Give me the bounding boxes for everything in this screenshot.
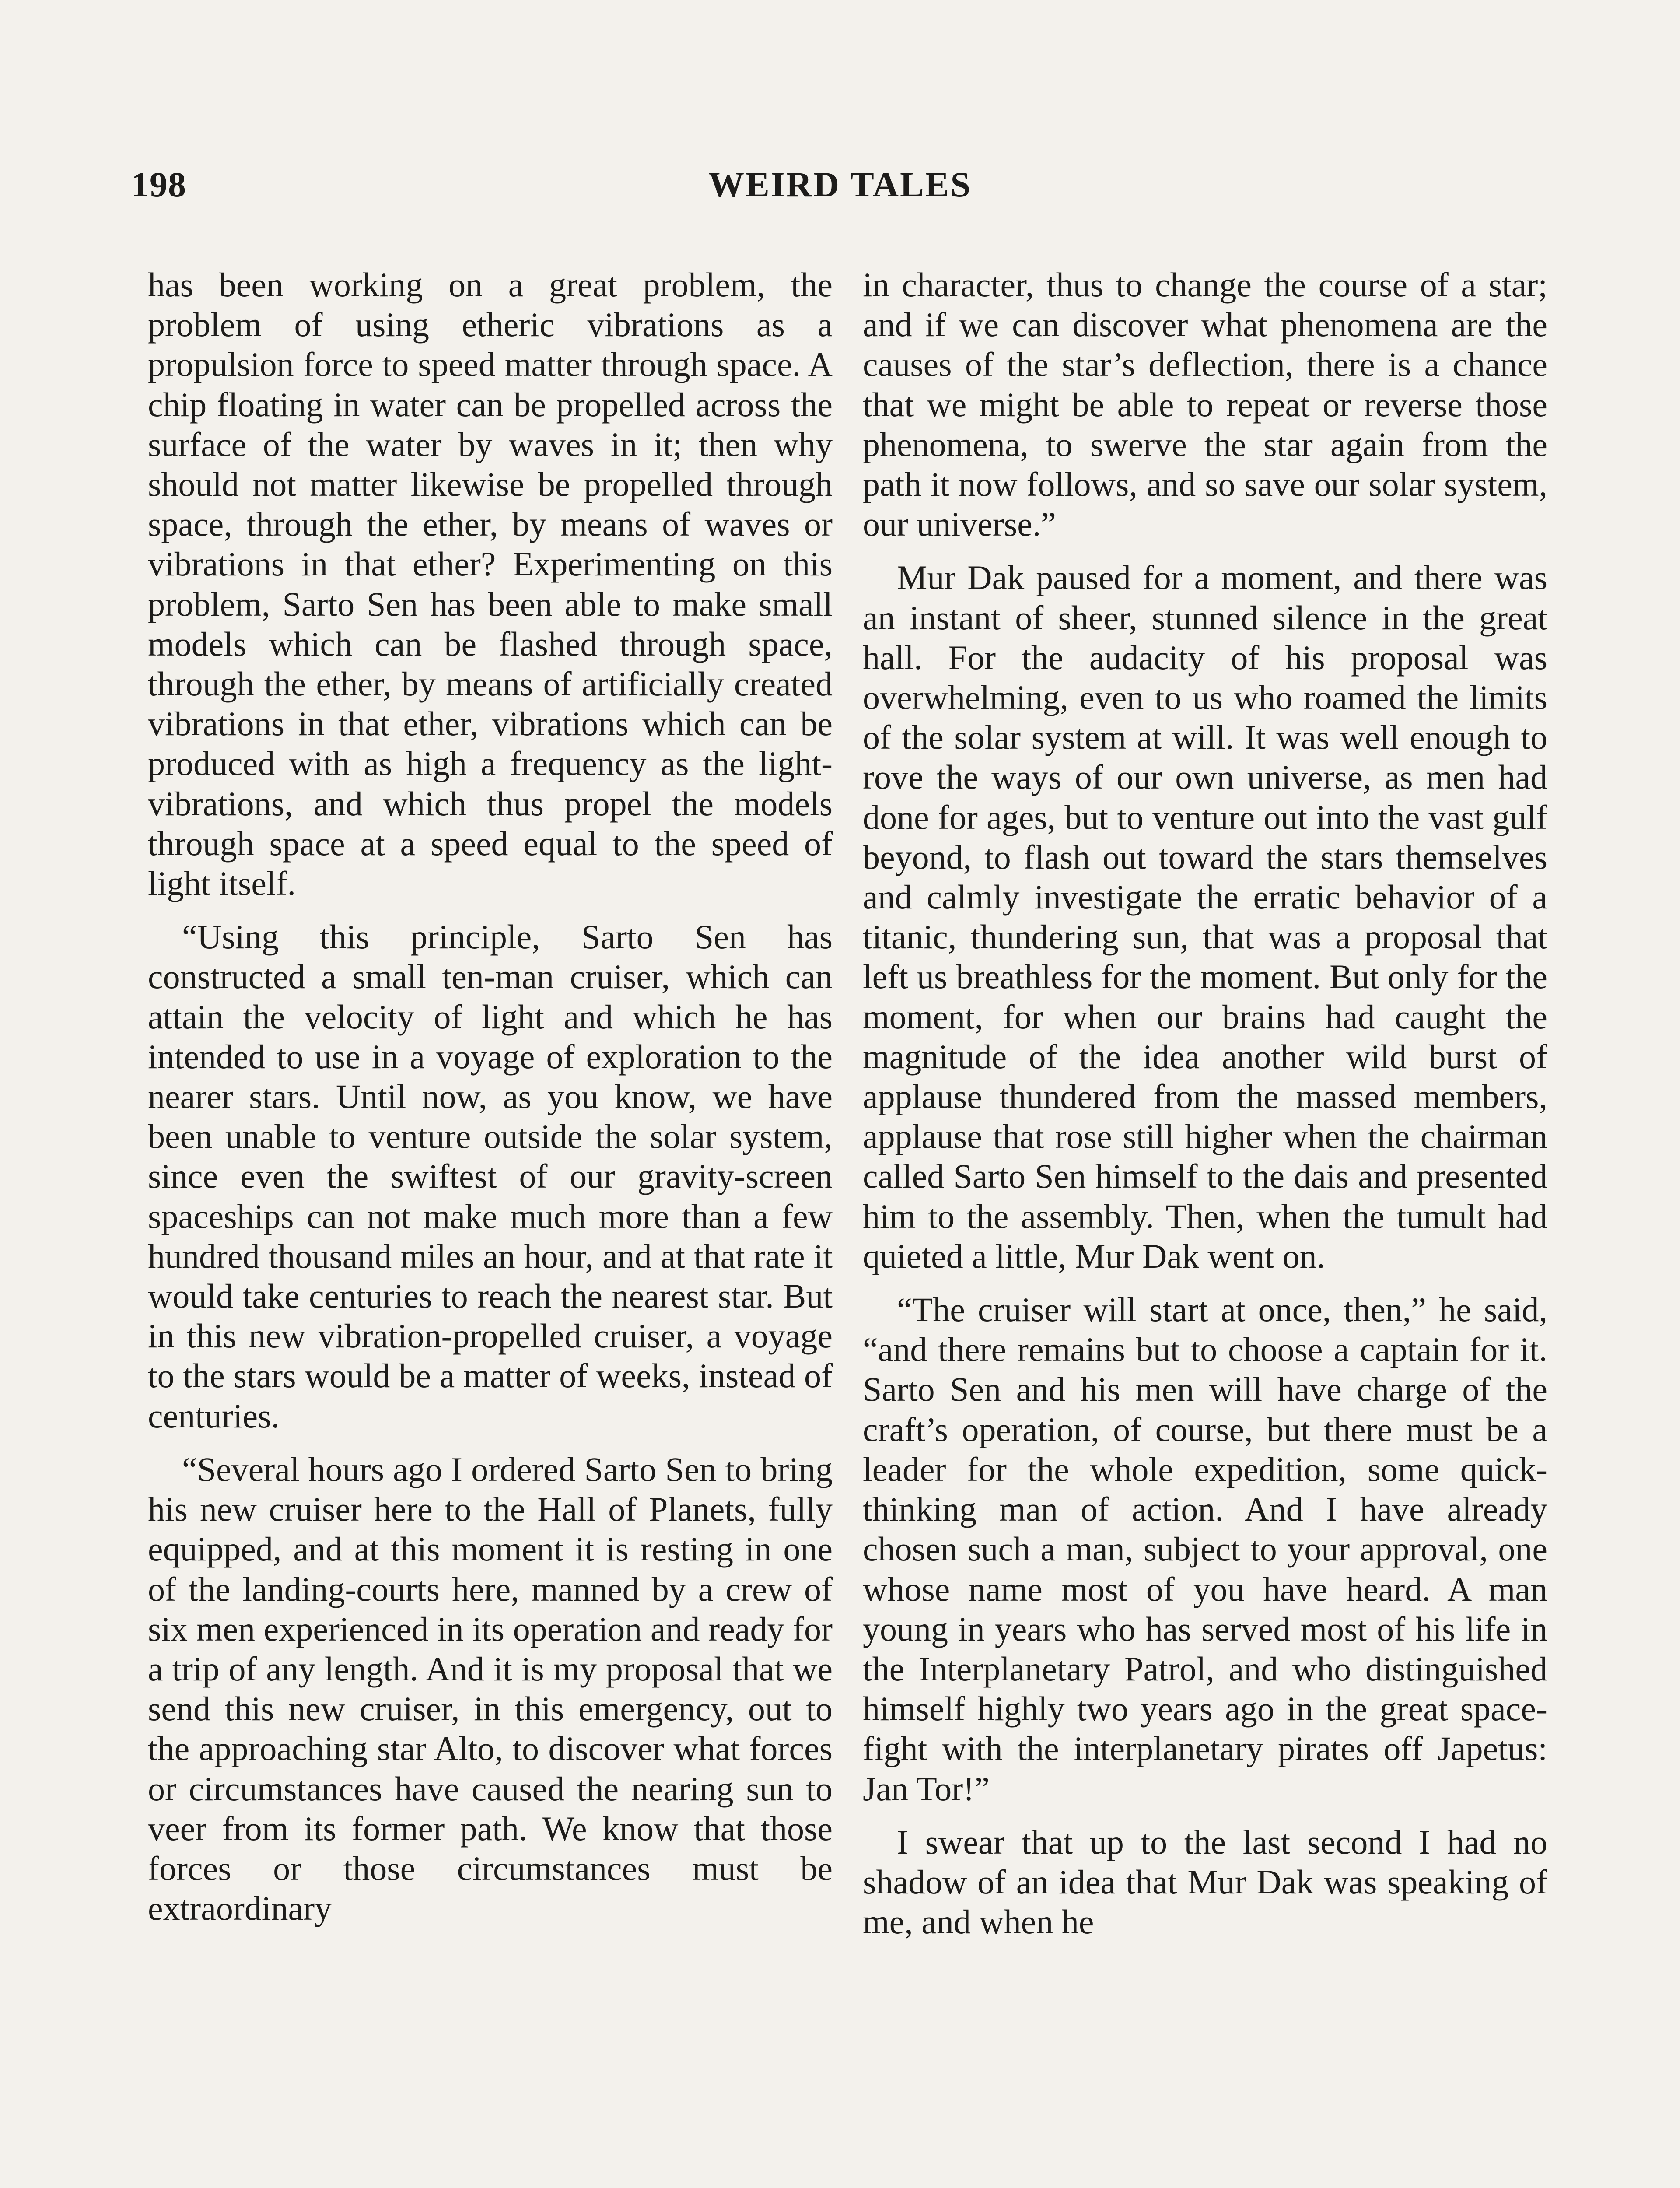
left-paragraph-1: has been working on a great problem, the problem of using etheric vibrations as a propulsion force to speed matter through space. A chip floating in water can be propelled across the surface of the water by waves in it; then why should not matter likewise be propelled through space, through the ether, by means of waves or vibrations in that ether? Experimenting on this problem, Sarto Sen has been able to make small models which can be flashed through space, through the ether, by means of artificially created vibrations in that ether, vibrations which can be produced with as high a frequency as the light-vibrations, and which thus propel the models through space at a speed equal to the speed of light itself. xyxy=(148,266,833,903)
page-number: 198 xyxy=(131,165,186,204)
right-paragraph-4: I swear that up to the last second I had no shadow of an idea that Mur Dak was speaking of me, and when he xyxy=(863,1823,1547,1941)
left-column xyxy=(148,265,833,1928)
left-paragraph-3: “Several hours ago I ordered Sarto Sen to bring his new cruiser here to the Hall of Planets, fully equipped, and at this moment it is resting in one of the landing-courts here, manned by a crew of six men experienced in its operation and ready for a trip of any length. And it is my proposal that we send this new cruiser, in this emergency, out to the approaching star Alto, to discover what forces or circumstances have caused the nearing sun to veer from its former path. We know that those forces or those circumstances must be extraordinary xyxy=(148,1450,833,1928)
right-paragraph-2: Mur Dak paused for a moment, and there was an instant of sheer, stunned silence in the great hall. For the audacity of his proposal was overwhelming, even to us who roamed the limits of the solar system at will. It was well enough to rove the ways of our own universe, as men had done for ages, but to venture out into the vast gulf beyond, to flash out toward the stars themselves and calmly investigate the erratic behavior of a titanic, thundering sun, that was a proposal that left us breathless for the moment. But only for the moment, for when our brains had caught the magnitude of the idea another wild burst of applause thundered from the massed members, applause that rose still higher when the chairman called Sarto Sen himself to the dais and presented him to the assembly. Then, when the tumult had quieted a little, Mur Dak went on. xyxy=(863,558,1547,1275)
right-paragraph-3: “The cruiser will start at once, then,” he said, “and there remains but to choose a captain for it. Sarto Sen and his men will have charge of the craft’s operation, of course, but there must be a leader for the whole expedition, some quick-thinking man of action. And I have already chosen such a man, subject to your approval, one whose name most of you have heard. A man young in years who has served most of his life in the Interplanetary Patrol, and who distinguished himself highly two years ago in the great space-fight with the interplanetary pirates off Japetus: Jan Tor!” xyxy=(863,1290,1547,1808)
page-header xyxy=(131,163,1549,207)
right-column xyxy=(863,265,1547,1942)
right-paragraph-1: in character, thus to change the course of a star; and if we can discover what phenomena are the causes of the star’s deflection, there is a chance that we might be able to repeat or reverse those phenomena, to swerve the star again from the path it now follows, and so save our solar system, our universe.” xyxy=(863,266,1547,543)
running-head: WEIRD TALES xyxy=(708,165,972,204)
left-paragraph-2: “Using this principle, Sarto Sen has constructed a small ten-man cruiser, which can attain the velocity of light and which he has intended to use in a voyage of exploration to the nearer stars. Until now, as you know, we have been unable to venture outside the solar system, since even the swiftest of our gravity-screen spaceships can not make much more than a few hundred thousand miles an hour, and at that rate it would take centuries to reach the nearest star. But in this new vibration-propelled cruiser, a voyage to the stars would be a matter of weeks, instead of centuries. xyxy=(148,918,833,1435)
